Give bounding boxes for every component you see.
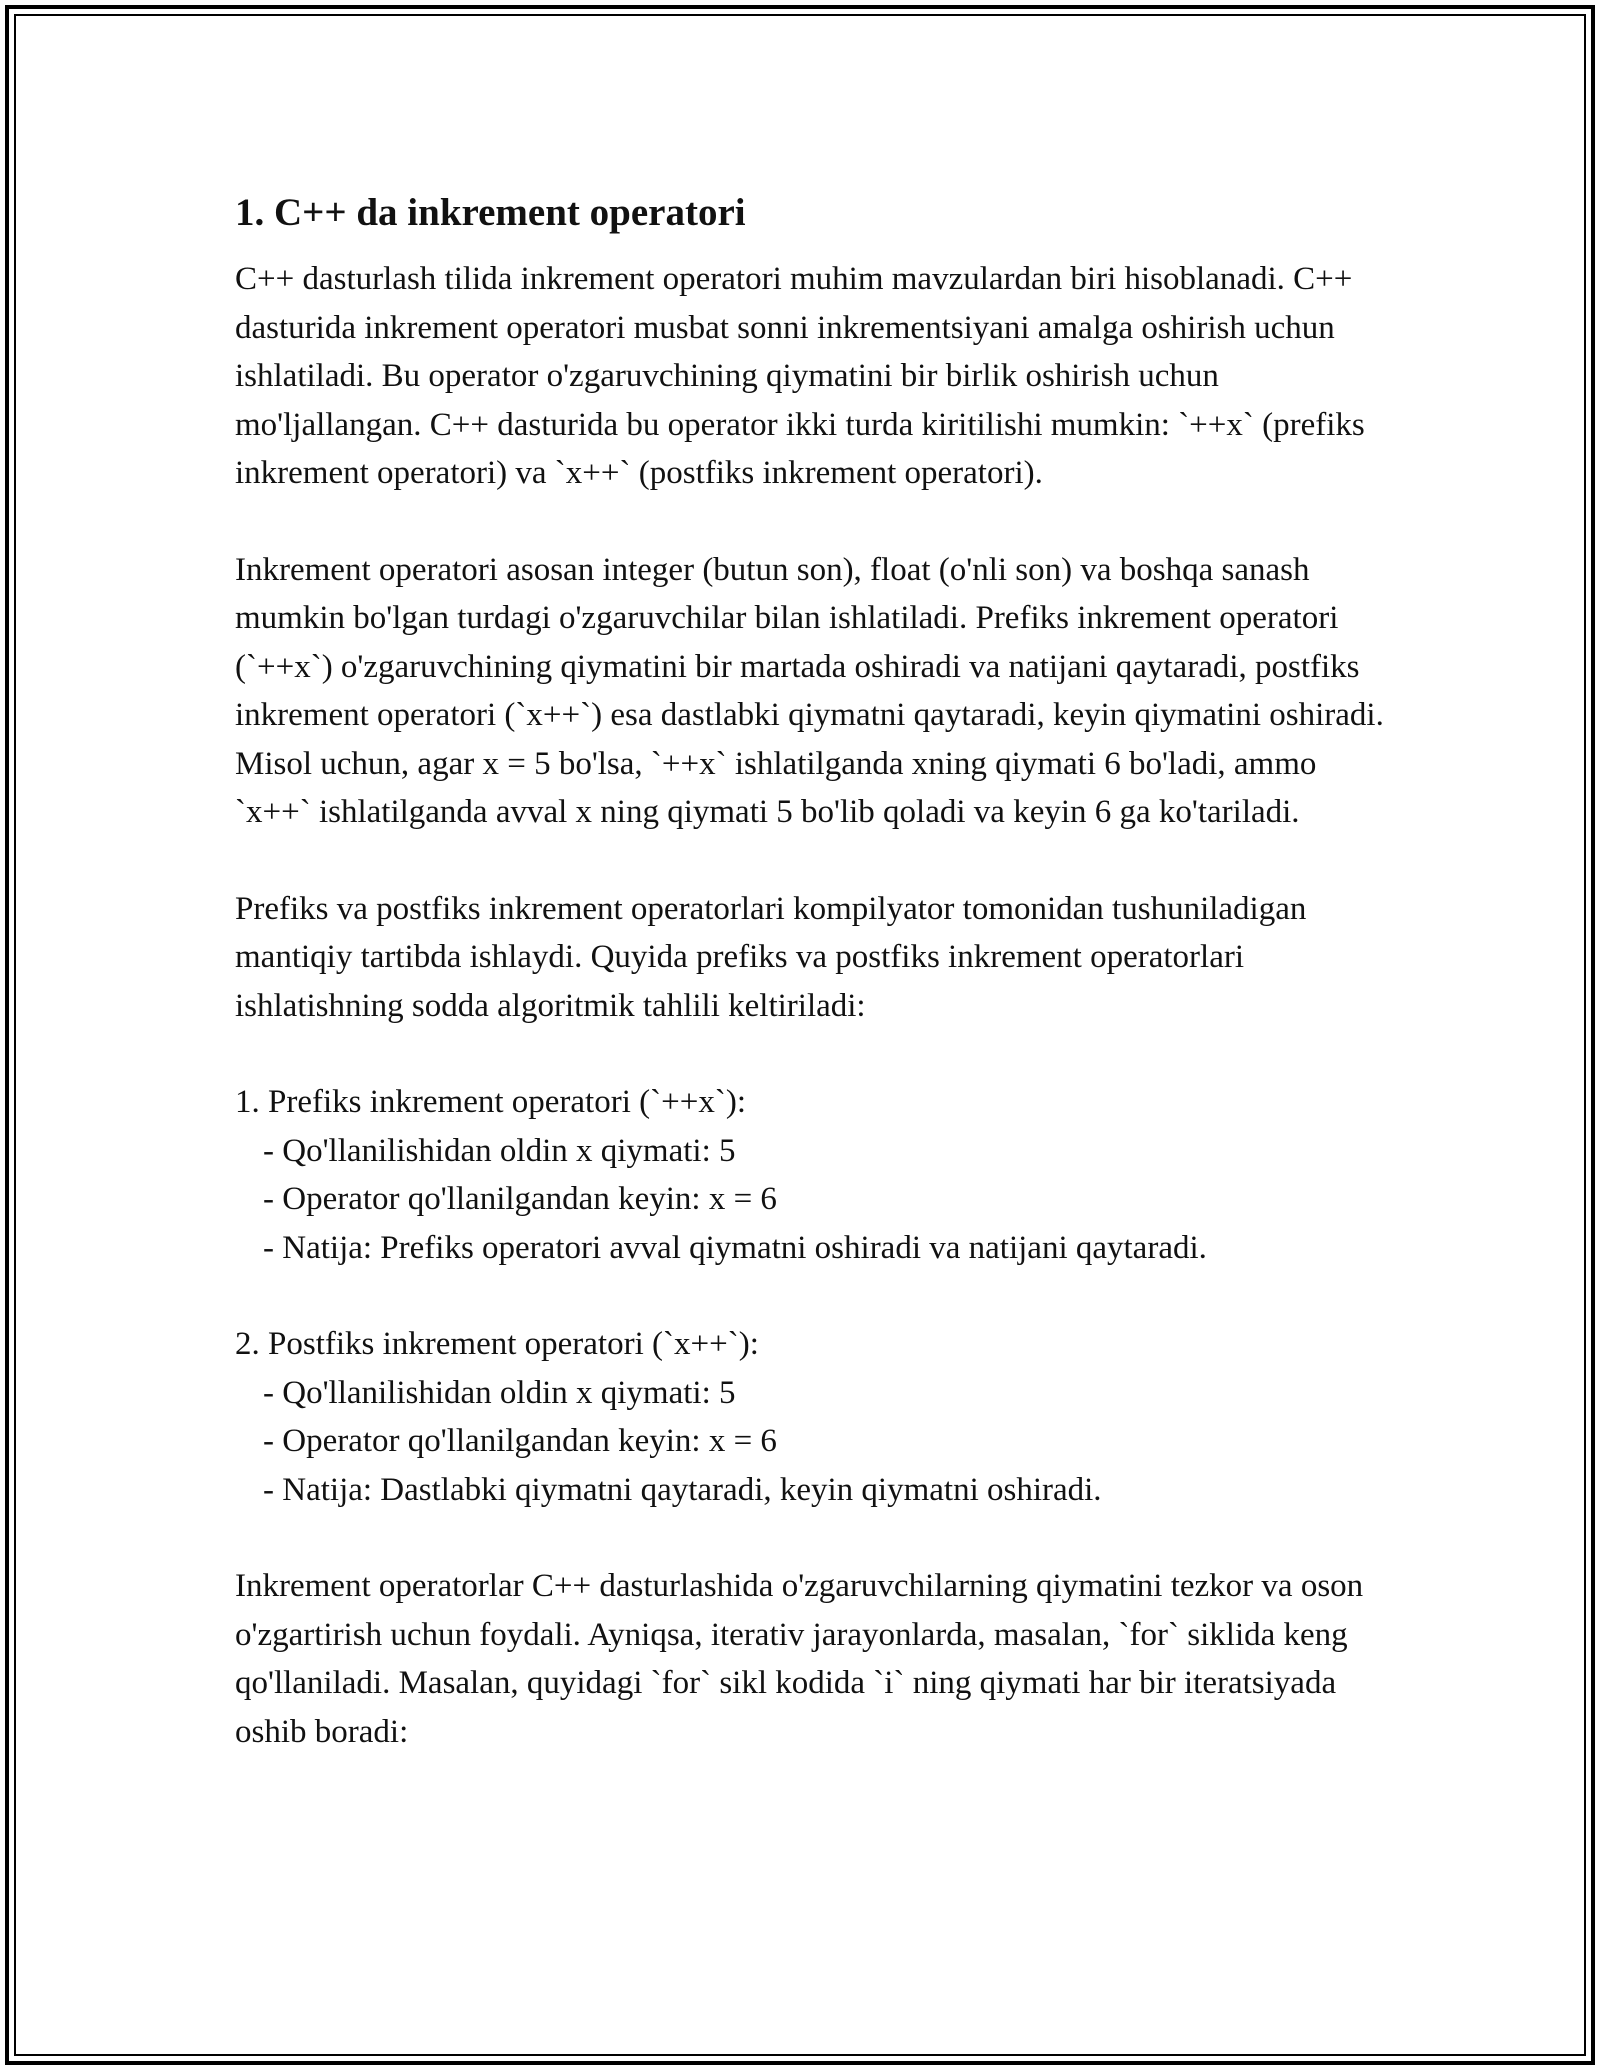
paragraph-usage: Inkrement operatori asosan integer (butun son), float (o'nli son) va boshqa sanash mumkin bo'lgan turdagi o'zgaruvchilar bilan ishlatiladi. Prefiks inkrement operatori (`++x`) o'zgaruvchining qiymatini bir martada oshiradi va natijani qaytaradi, postfiks inkrement operatori (`x++`) esa dastlabki qiymatni qaytaradi, keyin qiymatini oshiradi. Misol uchun, agar x = 5 bo'lsa, `++x` ishlatilganda xning qiymati 6 bo'ladi, ammo `x++` ishlatilganda avval x ning qiymati 5 bo'lib qoladi va keyin 6 ga ko'tariladi. [235, 551, 1384, 830]
postfix-list [235, 1320, 1385, 1514]
list-item: - Natija: Dastlabki qiymatni qaytaradi, keyin qiymatni oshiradi. [263, 1466, 1385, 1515]
document-body [235, 183, 1385, 1756]
section-heading: 1. C++ da inkrement operatori [235, 191, 746, 234]
list-item: - Qo'llanilishidan oldin x qiymati: 5 [263, 1369, 1385, 1418]
list-item: - Operator qo'llanilgandan keyin: x = 6 [263, 1417, 1385, 1466]
postfix-list-title: 2. Postfiks inkrement operatori (`x++`): [235, 1326, 759, 1362]
prefix-list [235, 1078, 1385, 1272]
list-item: - Natija: Prefiks operatori avval qiymatni oshiradi va natijani qaytaradi. [263, 1224, 1385, 1273]
paragraph-analysis-intro: Prefiks va postfiks inkrement operatorlari kompilyator tomonidan tushuniladigan mantiqiy tartibda ishlaydi. Quyida prefiks va postfiks inkrement operatorlari ishlatishning sodda algoritmik tahlili keltiriladi: [235, 890, 1307, 1024]
paragraph-closing: Inkrement operatorlar C++ dasturlashida o'zgaruvchilarning qiymatini tezkor va oson o'zgartirish uchun foydali. Ayniqsa, iterativ jarayonlarda, masalan, `for` siklida keng qo'llaniladi. Masalan, quyidagi `for` sikl kodida `i` ning qiymati har bir iteratsiyada oshib boradi: [235, 1568, 1364, 1750]
list-item: - Qo'llanilishidan oldin x qiymati: 5 [263, 1127, 1385, 1176]
prefix-list-title: 1. Prefiks inkrement operatori (`++x`): [235, 1084, 746, 1120]
paragraph-intro: C++ dasturlash tilida inkrement operatori muhim mavzulardan biri hisoblanadi. C++ dasturida inkrement operatori musbat sonni inkrementsiyani amalga oshirish uchun ishlatiladi. Bu operator o'zgaruvchining qiymatini bir birlik oshirish uchun mo'ljallangan. C++ dasturida bu operator ikki turda kiritilishi mumkin: `++x` (prefiks inkrement operatori) va `x++` (postfiks inkrement operatori). [235, 261, 1365, 491]
list-item: - Operator qo'llanilgandan keyin: x = 6 [263, 1175, 1385, 1224]
